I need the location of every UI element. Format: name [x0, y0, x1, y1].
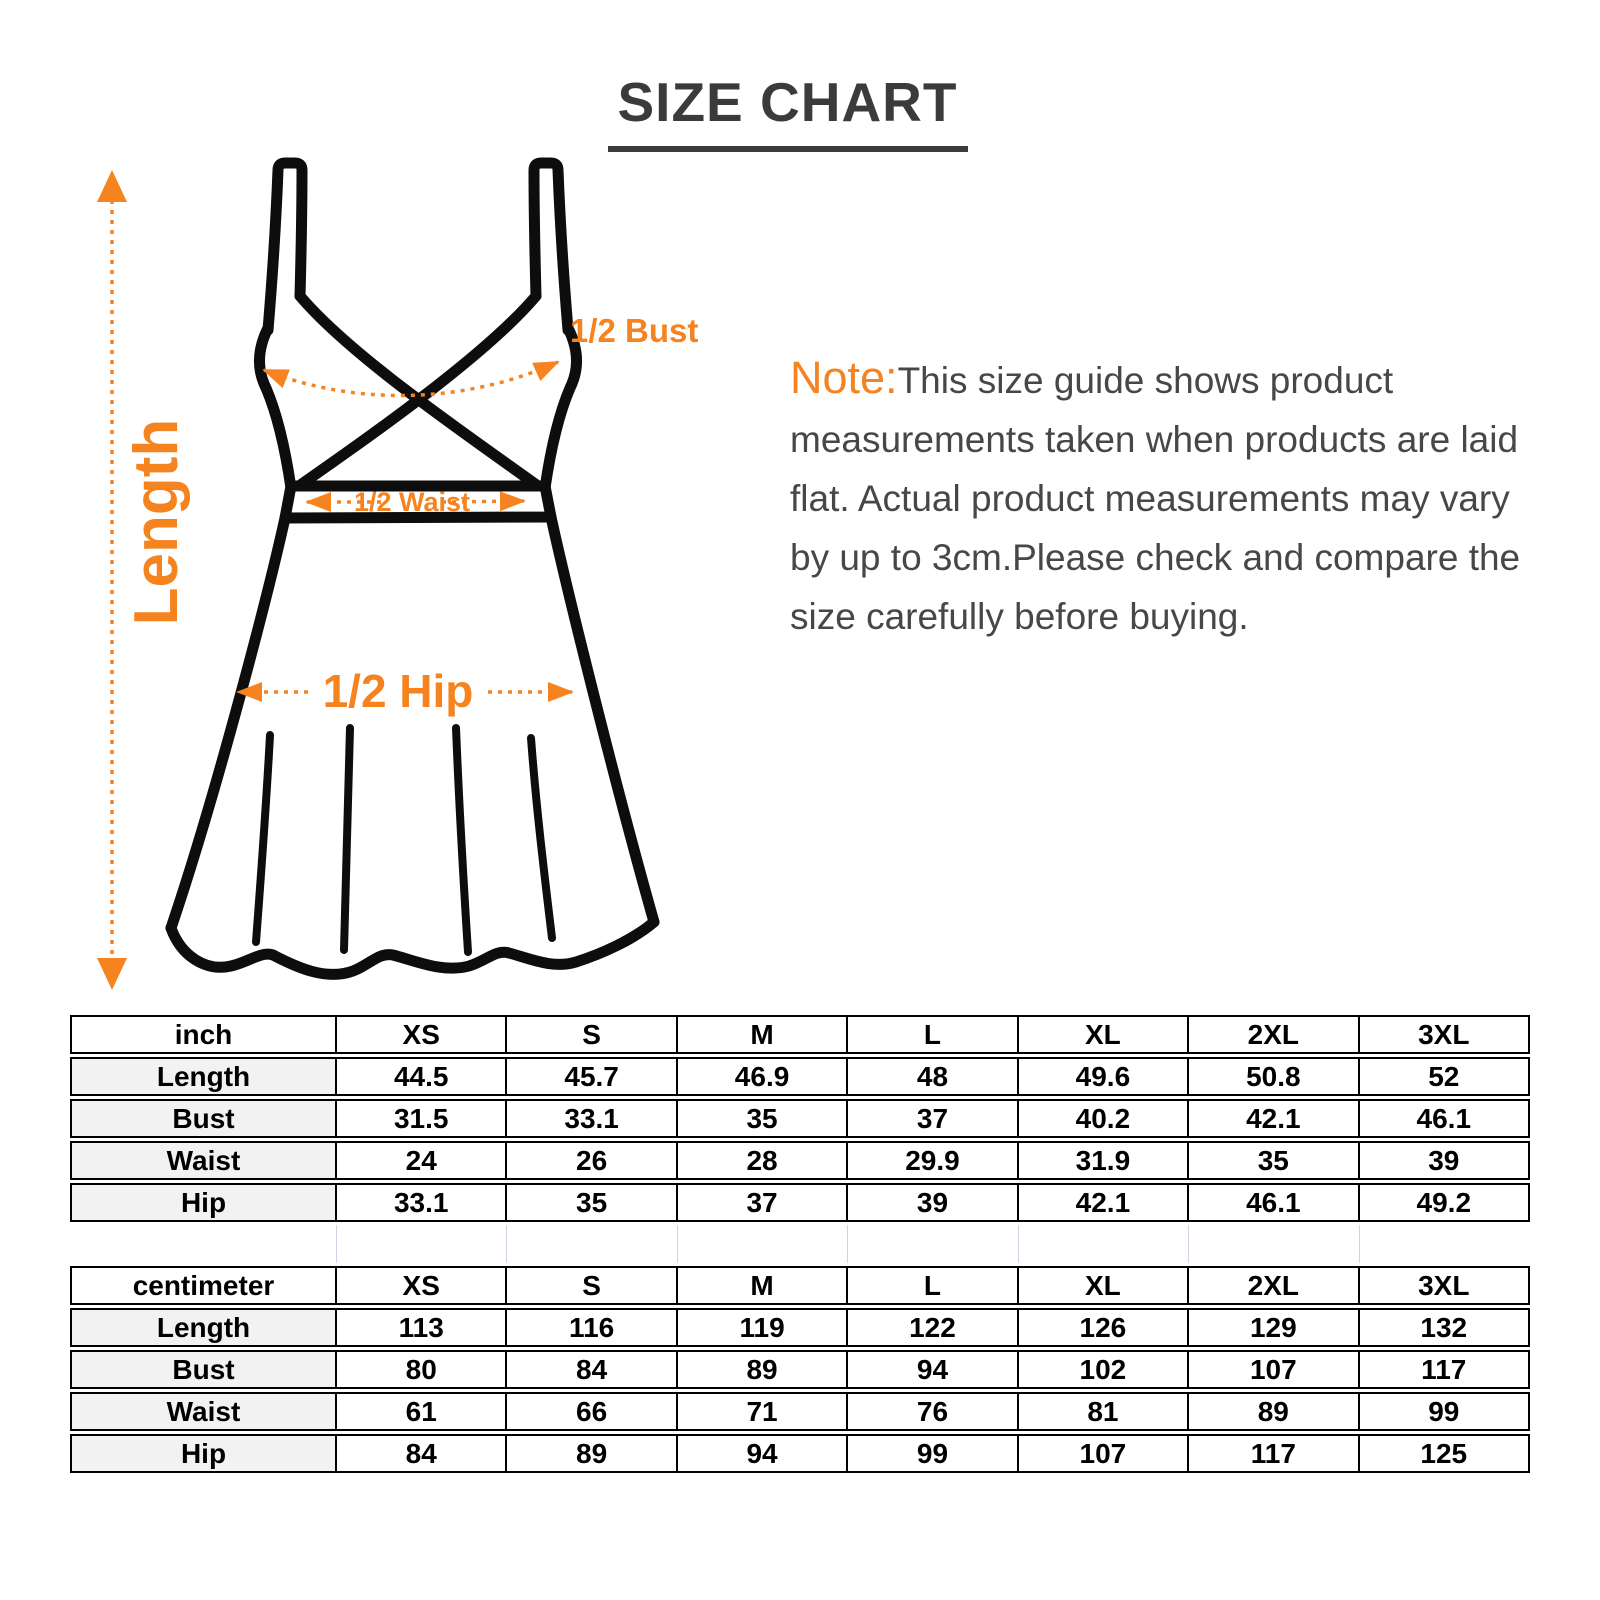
size-header-cell: 3XL [1360, 1015, 1530, 1054]
value-cell: 125 [1360, 1434, 1530, 1473]
value-cell: 117 [1189, 1434, 1359, 1473]
size-header-cell: 2XL [1189, 1266, 1359, 1305]
size-header-cell: 3XL [1360, 1266, 1530, 1305]
length-arrow-down-icon [97, 958, 127, 990]
size-header-cell: XL [1019, 1266, 1189, 1305]
unit-header-cell: inch [70, 1015, 337, 1054]
value-cell: 117 [1360, 1350, 1530, 1389]
spacer-cell [507, 1225, 677, 1263]
hip-annotation [238, 665, 572, 717]
value-cell: 84 [507, 1350, 677, 1389]
waist-label: 1/2 Waist [353, 487, 471, 517]
unit-header-cell: centimeter [70, 1266, 337, 1305]
value-cell: 35 [507, 1183, 677, 1222]
table-row [70, 1434, 1530, 1473]
value-cell: 126 [1019, 1308, 1189, 1347]
value-cell: 48 [848, 1057, 1018, 1096]
value-cell: 50.8 [1189, 1057, 1359, 1096]
page-header [0, 70, 1575, 152]
value-cell: 89 [507, 1434, 677, 1473]
row-label-cell: Length [70, 1057, 337, 1096]
value-cell: 24 [337, 1141, 507, 1180]
note-text: This size guide shows product measurements taken when products are laid flat. Actual product measurements may vary by up to 3cm.Please check and compare the size carefully before buying. [790, 360, 1521, 637]
row-label-cell: Hip [70, 1434, 337, 1473]
row-label-cell: Length [70, 1308, 337, 1347]
spacer-cell [1189, 1225, 1359, 1263]
bust-label: 1/2 Bust [570, 312, 699, 349]
table-row [70, 1057, 1530, 1096]
note-label: Note: [790, 352, 898, 403]
size-header-cell: L [848, 1266, 1018, 1305]
table-row [70, 1183, 1530, 1222]
skirt-fold-line [344, 728, 350, 950]
size-header-cell: L [848, 1015, 1018, 1054]
value-cell: 33.1 [507, 1099, 677, 1138]
size-header-cell: 2XL [1189, 1015, 1359, 1054]
table-row [70, 1099, 1530, 1138]
value-cell: 46.1 [1189, 1183, 1359, 1222]
value-cell: 99 [1360, 1392, 1530, 1431]
size-header-cell: S [507, 1015, 677, 1054]
value-cell: 31.9 [1019, 1141, 1189, 1180]
value-cell: 37 [848, 1099, 1018, 1138]
value-cell: 42.1 [1189, 1099, 1359, 1138]
value-cell: 42.1 [1019, 1183, 1189, 1222]
spacer-cell [848, 1225, 1018, 1263]
table-row [70, 1141, 1530, 1180]
value-cell: 66 [507, 1392, 677, 1431]
size-tables [70, 1012, 1530, 1476]
size-header-cell: XL [1019, 1015, 1189, 1054]
value-cell: 94 [678, 1434, 848, 1473]
bodice-right-seam [545, 328, 577, 488]
value-cell: 89 [678, 1350, 848, 1389]
table-row [70, 1392, 1530, 1431]
skirt-fold-line [256, 735, 270, 942]
note [790, 348, 1538, 646]
value-cell: 71 [678, 1392, 848, 1431]
size-header-cell: M [678, 1266, 848, 1305]
value-cell: 81 [1019, 1392, 1189, 1431]
row-label-cell: Waist [70, 1141, 337, 1180]
value-cell: 107 [1019, 1434, 1189, 1473]
value-cell: 39 [848, 1183, 1018, 1222]
value-cell: 113 [337, 1308, 507, 1347]
length-annotation [97, 170, 191, 990]
value-cell: 45.7 [507, 1057, 677, 1096]
value-cell: 33.1 [337, 1183, 507, 1222]
value-cell: 44.5 [337, 1057, 507, 1096]
table-header-row [70, 1015, 1530, 1054]
value-cell: 46.9 [678, 1057, 848, 1096]
value-cell: 129 [1189, 1308, 1359, 1347]
right-strap [534, 163, 568, 330]
value-cell: 39 [1360, 1141, 1530, 1180]
table-header-row [70, 1266, 1530, 1305]
value-cell: 40.2 [1019, 1099, 1189, 1138]
table-row [70, 1350, 1530, 1389]
value-cell: 102 [1019, 1350, 1189, 1389]
spacer-cell [678, 1225, 848, 1263]
size-table-centimeter [70, 1263, 1530, 1476]
size-header-cell: XS [337, 1015, 507, 1054]
skirt-hem [171, 922, 654, 974]
spacer-cell [1360, 1225, 1530, 1263]
length-arrow-up-icon [97, 170, 127, 202]
bodice-left-seam [260, 328, 292, 488]
value-cell: 29.9 [848, 1141, 1018, 1180]
dress-measurement-diagram [80, 150, 760, 1000]
spacer-cell [1019, 1225, 1189, 1263]
value-cell: 31.5 [337, 1099, 507, 1138]
table-spacer [70, 1225, 1530, 1263]
value-cell: 26 [507, 1141, 677, 1180]
hip-label: 1/2 Hip [322, 665, 474, 717]
value-cell: 116 [507, 1308, 677, 1347]
value-cell: 76 [848, 1392, 1018, 1431]
row-label-cell: Waist [70, 1392, 337, 1431]
value-cell: 37 [678, 1183, 848, 1222]
spacer-cell [337, 1225, 507, 1263]
value-cell: 132 [1360, 1308, 1530, 1347]
value-cell: 52 [1360, 1057, 1530, 1096]
size-header-cell: M [678, 1015, 848, 1054]
value-cell: 61 [337, 1392, 507, 1431]
table-row [70, 1308, 1530, 1347]
value-cell: 94 [848, 1350, 1018, 1389]
row-label-cell: Bust [70, 1350, 337, 1389]
length-label: Length [122, 418, 191, 626]
skirt-fold-line [456, 728, 468, 952]
value-cell: 46.1 [1360, 1099, 1530, 1138]
page-title: SIZE CHART [608, 70, 968, 152]
value-cell: 119 [678, 1308, 848, 1347]
row-label-cell: Bust [70, 1099, 337, 1138]
dress-outline [171, 163, 654, 974]
size-header-cell: S [507, 1266, 677, 1305]
left-strap [268, 163, 302, 330]
size-header-cell: XS [337, 1266, 507, 1305]
skirt-right-edge [551, 517, 654, 922]
size-table-inch [70, 1012, 1530, 1225]
value-cell: 49.2 [1360, 1183, 1530, 1222]
spacer-cell [70, 1225, 337, 1263]
value-cell: 84 [337, 1434, 507, 1473]
value-cell: 28 [678, 1141, 848, 1180]
value-cell: 49.6 [1019, 1057, 1189, 1096]
value-cell: 80 [337, 1350, 507, 1389]
value-cell: 35 [678, 1099, 848, 1138]
value-cell: 89 [1189, 1392, 1359, 1431]
value-cell: 99 [848, 1434, 1018, 1473]
skirt-fold-line [531, 738, 552, 938]
value-cell: 107 [1189, 1350, 1359, 1389]
value-cell: 35 [1189, 1141, 1359, 1180]
row-label-cell: Hip [70, 1183, 337, 1222]
value-cell: 122 [848, 1308, 1018, 1347]
